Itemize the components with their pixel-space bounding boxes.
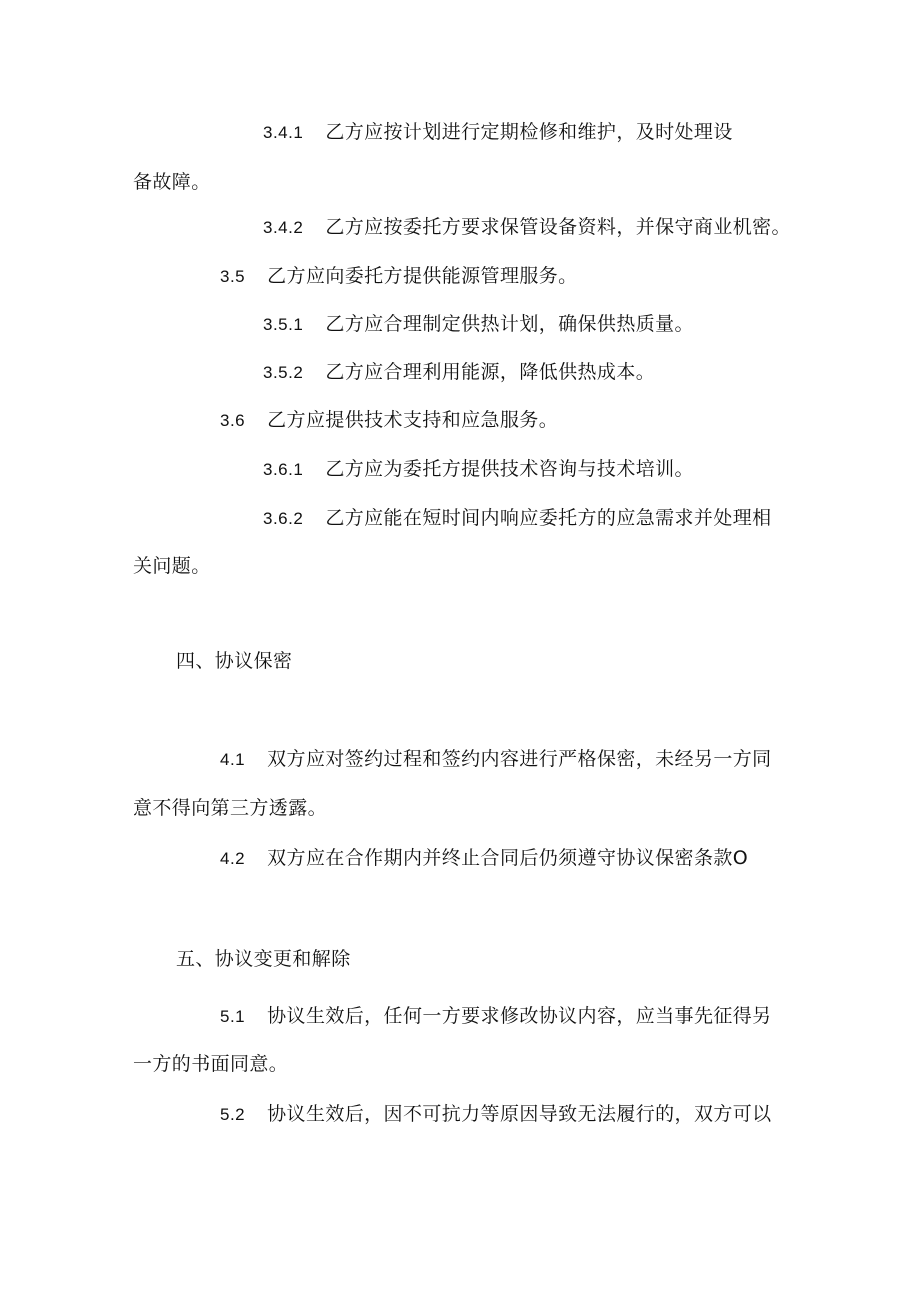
clause-text: 乙方应向委托方提供能源管理服务。 xyxy=(267,265,578,287)
clause-text: 双方应在合作期内并终止合同后仍须遵守协议保密条款O xyxy=(267,847,749,869)
clause-4-1 xyxy=(220,747,772,772)
clause-3-6 xyxy=(220,408,558,433)
clause-text: 乙方应合理利用能源，降低供热成本。 xyxy=(325,361,656,383)
clause-number: 3.4.2 xyxy=(263,218,304,237)
clause-3-4-2 xyxy=(263,215,791,240)
clause-number: 4.1 xyxy=(220,750,246,769)
clause-number: 4.2 xyxy=(220,849,246,868)
clause-text: 协议生效后，因不可抗力等原因导致无法履行的，双方可以 xyxy=(267,1103,772,1125)
clause-3-5-2 xyxy=(263,360,655,385)
clause-4-1-continuation xyxy=(133,796,327,820)
clause-3-4-1-continuation xyxy=(133,170,211,194)
clause-text: 双方应对签约过程和签约内容进行严格保密，未经另一方同 xyxy=(267,748,772,770)
clause-3-6-2-continuation xyxy=(133,554,211,578)
clause-text: 一方的书面同意。 xyxy=(133,1053,289,1075)
clause-text: 意不得向第三方透露。 xyxy=(133,797,328,819)
clause-text: 备故障。 xyxy=(133,171,211,193)
clause-number: 3.6.2 xyxy=(263,509,304,528)
clause-number: 3.6.1 xyxy=(263,460,304,479)
clause-3-6-1 xyxy=(263,457,694,482)
clause-number: 3.6 xyxy=(220,411,246,430)
clause-text: 乙方应合理制定供热计划，确保供热质量。 xyxy=(325,313,694,335)
clause-text: 协议生效后，任何一方要求修改协议内容，应当事先征得另 xyxy=(267,1005,772,1027)
clause-3-5 xyxy=(220,264,578,289)
clause-number: 5.2 xyxy=(220,1105,246,1124)
clause-number: 5.1 xyxy=(220,1007,246,1026)
clause-number: 3.5.2 xyxy=(263,363,304,382)
clause-number: 3.5 xyxy=(220,267,246,286)
clause-text: 乙方应能在短时间内响应委托方的应急需求并处理相 xyxy=(325,507,772,529)
clause-5-1 xyxy=(220,1004,772,1029)
clause-text: 乙方应为委托方提供技术咨询与技术培训。 xyxy=(325,458,694,480)
clause-3-5-1 xyxy=(263,312,694,337)
clause-5-2 xyxy=(220,1102,772,1127)
clause-3-4-1 xyxy=(263,120,733,145)
clause-number: 3.5.1 xyxy=(263,315,304,334)
clause-text: 乙方应按计划进行定期检修和维护，及时处理设 xyxy=(325,121,733,143)
section-heading-4: 四、协议保密 xyxy=(176,650,293,672)
clause-text: 乙方应按委托方要求保管设备资料，并保守商业机密。 xyxy=(325,216,791,238)
clause-text: 关问题。 xyxy=(133,555,211,577)
clause-number: 3.4.1 xyxy=(263,123,304,142)
clause-text: 乙方应提供技术支持和应急服务。 xyxy=(267,409,559,431)
clause-4-2 xyxy=(220,846,748,871)
clause-5-1-continuation xyxy=(133,1052,288,1076)
clause-3-6-2 xyxy=(263,506,772,531)
section-heading-5: 五、协议变更和解除 xyxy=(176,948,351,970)
